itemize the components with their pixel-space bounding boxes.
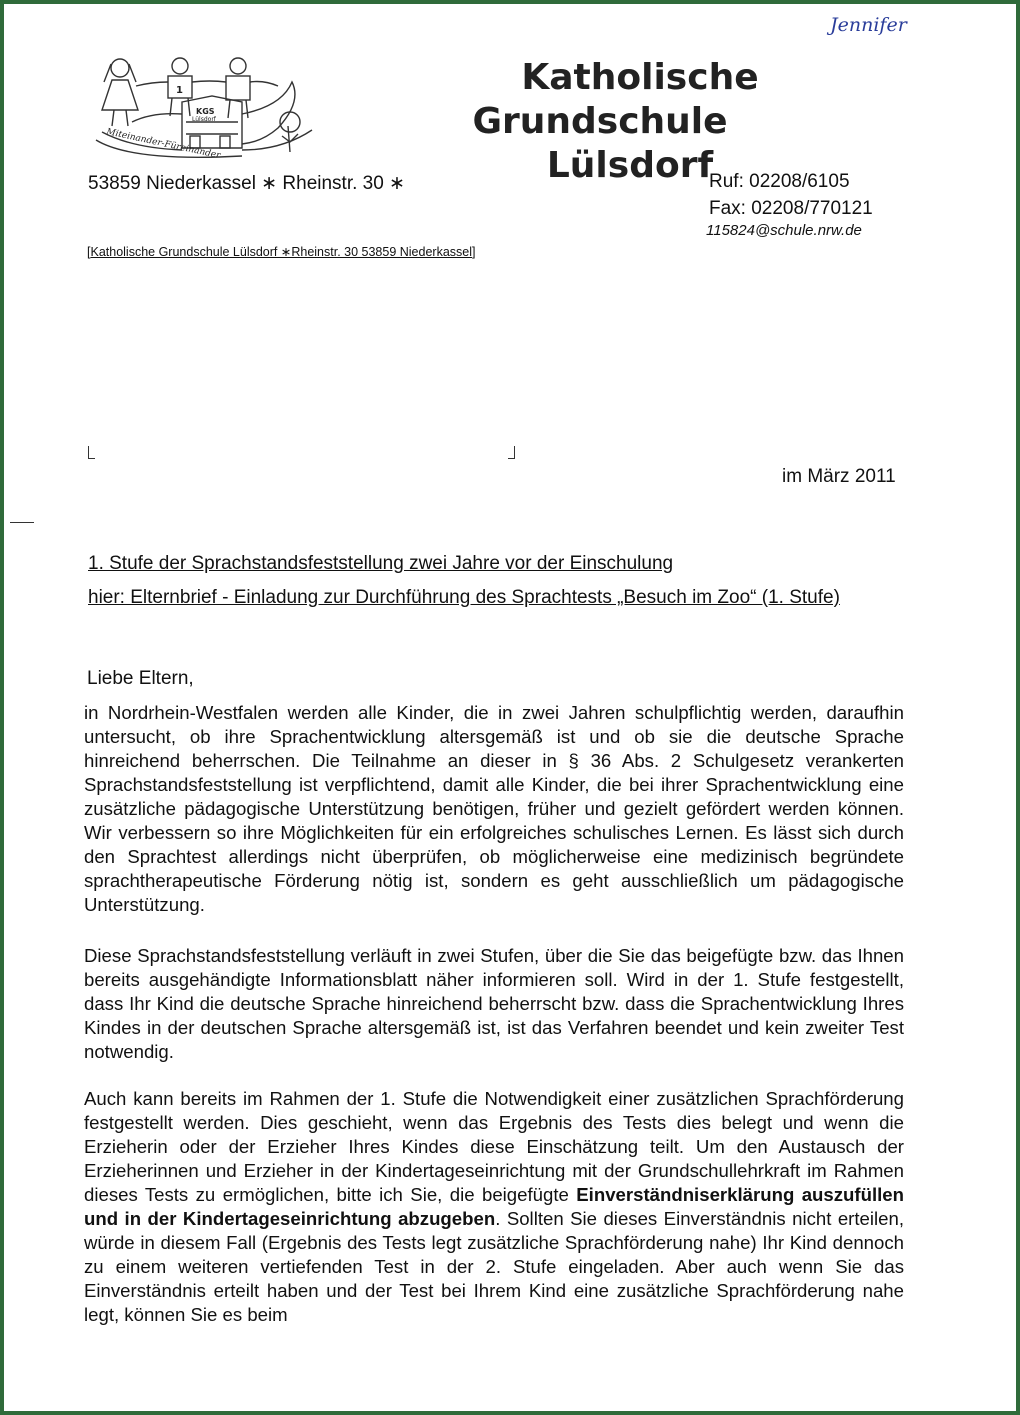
logo-caption: Miteinander-Füreinander (105, 127, 222, 162)
paragraph-3-emphasis: Einverständniserklärung auszufüllen und in der Kindertageseinrichtung abzugeben (84, 1184, 904, 1229)
subject-line-2: hier: Elternbrief - Einladung zur Durchführung des Sprachtests „Besuch im Zoo“ (1. Stufe) (88, 587, 840, 608)
paragraph-1: in Nordrhein-Westfalen werden alle Kinder, die in zwei Jahren schulpflichtig werden, daraufhin untersucht, ob ihre Sprachentwicklung altersgemäß ist und ob sie die deutsche Sprache hinreichend beherrschen. Die Teilnahme an dieser in § 36 Abs. 2 Schulgesetz verankerten Sprachstandsfeststellung ist verpflichtend, damit alle Kinder, die bei ihrer Sprachentwicklung eine zusätzliche pädagogische Unterstützung benötigen, früher und gezielt gefördert werden können. Wir verbessern so ihre Möglichkeiten für ein erfolgreiches schulisches Lernen. Es lässt sich durch den Sprachtest allerdings nicht überprüfen, ob möglicherweise eine medizinisch begründete sprachtherapeutische Förderung nötig ist, sondern es geht ausschließlich um pädagogische Unterstützung. (84, 702, 904, 915)
email-address: 115824@schule.nrw.de (706, 222, 862, 239)
address-window-corner-right (508, 446, 515, 459)
letter-date: im März 2011 (782, 466, 896, 487)
paragraph-3-part-a: Auch kann bereits im Rahmen der 1. Stufe die Notwendigkeit einer zusätzlichen Sprachförderung festgestellt werden. Dies geschieht, wenn das Ergebnis des Tests dies belegt und wenn die Erzieherin oder der Erzieher Ihres Kindes diese Einschätzung teilt. Um den Austausch der Erzieherinnen und Erzieher in der Kindertageseinrichtung mit der Grundschullehrkraft im Rahmen dieses Tests zu ermöglichen, bitte ich Sie, die beigefügte (84, 1088, 904, 1205)
paragraph-3 (84, 1087, 904, 1327)
logo-shirt-number: 1 (176, 85, 183, 96)
logo-building-sign-place: Lülsdorf (192, 116, 216, 123)
fax-number: Fax: 02208/770121 (709, 198, 873, 219)
school-name-line-1: Katholische (521, 57, 759, 98)
subject-line-1: 1. Stufe der Sprachstandsfeststellung zwei Jahre vor der Einschulung (88, 553, 674, 574)
school-logo (92, 52, 324, 170)
school-name-line-2: Grundschule (472, 101, 728, 142)
address-window-corner-left (88, 446, 95, 459)
school-address: 53859 Niederkassel ∗ Rheinstr. 30 ∗ (88, 173, 406, 194)
logo-building-sign-kgs: KGS (196, 107, 215, 116)
handwritten-name: Jennifer (830, 14, 907, 36)
paragraph-2: Diese Sprachstandsfeststellung verläuft in zwei Stufen, über die Sie das beigefügte bzw. das Ihnen bereits ausgehändigte Informationsblatt näher informieren soll. Wird in der 1. Stufe festgestellt, dass Ihr Kind die deutsche Sprache hinreichend beherrscht bzw. dass die Sprachentwicklung Ihres Kindes in der deutschen Sprache altersgemäß ist, ist das Verfahren beendet und kein zweiter Test notwendig. (84, 945, 904, 1062)
sender-line-text: Katholische Grundschule Lülsdorf ∗Rheinstr. 30 53859 Niederkassel (90, 245, 473, 259)
paragraph-3-part-b: . Sollten Sie dieses Einverständnis nicht erteilen, würde in diesem Fall (Ergebnis des Tests legt zusätzliche Sprachförderung nahe) Ihr Kind dennoch zu einem weiteren vertiefenden Test in der 2. Stufe eingeladen. Aber auch wenn Sie das Einverständnis erteilt haben und der Test bei Ihrem Kind eine zusätzliche Sprachförderung nahe legt, können Sie es beim (84, 1208, 904, 1325)
sender-line: [Katholische Grundschule Lülsdorf ∗Rheinstr. 30 53859 Niederkassel] (87, 245, 476, 259)
school-name (420, 56, 780, 188)
school-name-line-3: Lülsdorf (546, 145, 714, 186)
salutation: Liebe Eltern, (87, 668, 194, 689)
phone-number: Ruf: 02208/6105 (709, 171, 850, 192)
fold-mark (10, 522, 34, 523)
